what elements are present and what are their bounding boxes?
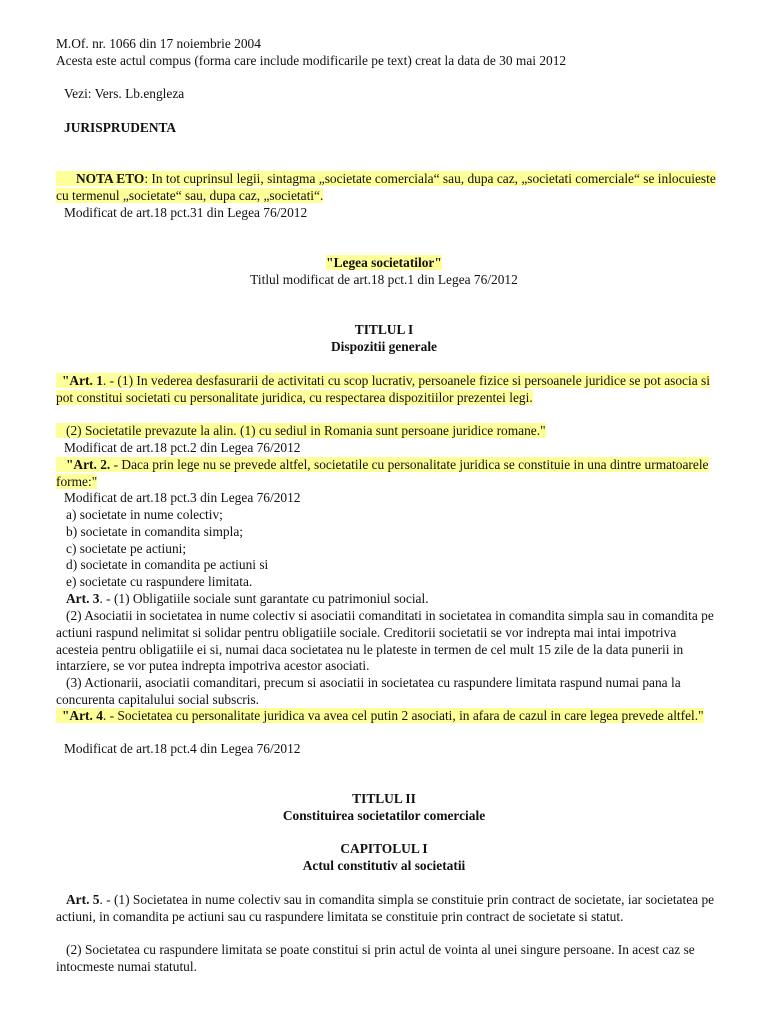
art-1-p2: (2) Societatile prevazute la alin. (1) cu sediul in Romania sunt persoane juridice romane."	[56, 423, 716, 440]
art-4-modificat: Modificat de art.18 pct.4 din Legea 76/2012	[64, 741, 301, 756]
art-3-p2: (2) Asociatii in societatea in nume colectiv si asociatii comanditati in societatea in comandita simpla sau in comandita pe actiuni raspund nelimitat si solidar pentru obligatiile sociale. Creditorii societatii se vor indrepta mai intai impotriva acesteia pentru obligatiile ei si, numai daca societatea nu le plateste in termen de cel mult 15 zile de la data punerii in intarziere, se vor putea indrepta impotriva acestor asociati.	[56, 608, 714, 674]
law-title-modificat: Titlul modificat de art.18 pct.1 din Legea 76/2012	[250, 272, 518, 287]
list-item: d) societate in comandita pe actiuni si	[66, 557, 269, 572]
compus-note: Acesta este actul compus (forma care include modificarile pe text) creat la data de 30 mai 2012	[56, 53, 567, 68]
art-2-modificat: Modificat de art.18 pct.3 din Legea 76/2012	[64, 490, 301, 505]
nota-text: : In tot cuprinsul legii, sintagma „societate comerciala“ sau, dupa caz, „societati comerciale“ se inlocuieste cu termenul „societate“ sau, dupa caz, „societati“.	[56, 171, 716, 203]
art-4: "Art. 4. - Societatea cu personalitate juridica va avea cel putin 2 asociati, in afara de cazul in care legea prevede altfel."	[56, 708, 716, 725]
titlul-1-heading: TITLUL I	[354, 322, 414, 337]
titlul-2-heading: TITLUL II	[352, 791, 416, 806]
list-item: e) societate cu raspundere limitata.	[66, 574, 253, 589]
mof-reference: M.Of. nr. 1066 din 17 noiembrie 2004	[56, 36, 261, 51]
nota-modificat: Modificat de art.18 pct.31 din Legea 76/2012	[64, 205, 308, 220]
nota-eto	[56, 171, 716, 205]
art-2-label: "Art. 2.	[66, 457, 111, 472]
art-2: "Art. 2. - Daca prin lege nu se prevede altfel, societatile cu personalitate juridica se constituie in una dintre urmatoarele forme:"	[56, 457, 709, 489]
list-item: c) societate pe actiuni;	[66, 541, 187, 556]
jurisprudenta-link[interactable]: JURISPRUDENTA	[64, 120, 177, 135]
titlul-2-subheading: Constituirea societatilor comerciale	[282, 808, 486, 823]
titlul-1-subheading: Dispozitii generale	[331, 339, 437, 354]
art-1-p1: "Art. 1. - (1) In vederea desfasurarii de activitati cu scop lucrativ, persoanele fizice si persoanele juridice se pot asocia si pot constitui societati cu personalitate juridica, cu respectarea dispozitiilor prezentei legi.	[56, 373, 710, 405]
capitolul-1-heading: CAPITOLUL I	[340, 841, 428, 856]
nota-label: NOTA ETO	[76, 171, 145, 186]
capitolul-1-subheading: Actul constitutiv al societatii	[302, 858, 466, 873]
list-item: b) societate in comandita simpla;	[66, 524, 244, 539]
art-1-label: "Art. 1	[62, 373, 103, 388]
art-4-label: "Art. 4	[62, 708, 103, 723]
art-5-p1: Art. 5. - (1) Societatea in nume colectiv sau in comandita simpla se constituie prin contract de societate, iar societatea pe actiuni, in comandita pe actiuni sau cu raspundere limitata se constituie prin contract de societate si statut.	[56, 892, 715, 924]
vezi-link[interactable]: Vezi: Vers. Lb.engleza	[64, 86, 185, 101]
art-5-label: Art. 5	[66, 892, 100, 907]
art-3-p3: (3) Actionarii, asociatii comanditari, precum si asociatii in societatea cu raspundere limitata raspund numai pana la concurenta capitalului social subscris.	[56, 675, 681, 707]
art-3-p1: Art. 3. - (1) Obligatiile sociale sunt garantate cu patrimoniul social.	[66, 591, 429, 606]
art-3-label: Art. 3	[66, 591, 100, 606]
art-5-p2: (2) Societatea cu raspundere limitata se poate constitui si prin actul de vointa al unei singure persoane. In acest caz se intocmeste numai statutul.	[56, 942, 695, 974]
law-title: "Legea societatilor"	[326, 255, 442, 270]
art-1-modificat: Modificat de art.18 pct.2 din Legea 76/2012	[64, 440, 301, 455]
list-item: a) societate in nume colectiv;	[66, 507, 223, 522]
